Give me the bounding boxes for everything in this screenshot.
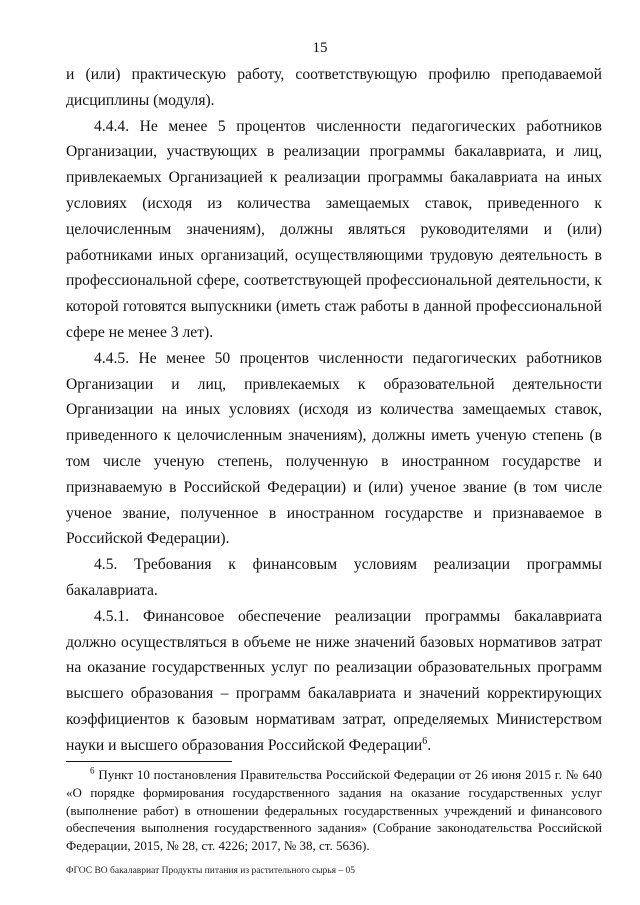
page-footer: ФГОС ВО бакалавриат Продукты питания из растительного сырья – 05 (66, 866, 355, 876)
footnote-reference: 6 (422, 735, 428, 747)
paragraph-continuation: и (или) практическую работу, соответствующую профилю преподаваемой дисциплины (модуля). (66, 66, 602, 109)
footnote-marker: 6 (90, 765, 95, 776)
paragraph-4-4-5: 4.4.5. Не менее 50 процентов численности педагогических работников Организации и лиц, привлекаемых к образовательной деятельности Организации на иных условиях (исходя из количества замещаемых ставок, приведенного к целочисленным значениям), должны иметь ученую степень (в том числе ученую степень, полученную в иностранном государстве и признаваемую в Российской Федерации) и (или) ученое звание (в том числе ученое звание, полученное в иностранном государстве и признаваемое в Российской Федерации). (66, 349, 602, 548)
paragraph-4-4-4: 4.4.4. Не менее 5 процентов численности педагогических работников Организации, участвующих в реализации программы бакалавриата, и лиц, привлекаемых Организацией к реализации программы бакалавриата на иных условиях (исходя из количества замещаемых ставок, приведенного к целочисленным значениям), должны являться руководителями и (или) работниками иных организаций, осуществляющими трудовую деятельность в профессиональной сфере, соответствующей профессиональной деятельности, к которой готовятся выпускники (иметь стаж работы в данной профессиональной сфере не менее 3 лет). (66, 117, 602, 341)
footnote (66, 766, 602, 855)
page-number: 15 (312, 40, 328, 56)
footnote-divider (66, 761, 232, 762)
paragraph-4-5-1-text: 4.5.1. Финансовое обеспечение реализации программы бакалавриата должно осуществляться в объеме не ниже значений базовых нормативов затрат на оказание государственных услуг по реализации образовательных программ высшего образования – программ бакалавриата и значений корректирующих коэффициентов к базовым нормативам затрат, определяемых Министерством науки и высшего образования Российской Федерации (66, 607, 602, 754)
paragraph-4-5-1: 4.5.1. Финансовое обеспечение реализации программы бакалавриата должно осуществляться в объеме не ниже значений базовых нормативов затрат на оказание государственных услуг по реализации образовательных программ высшего образования – программ бакалавриата и значений корректирующих коэффициентов к базовым нормативам затрат, определяемых Министерством науки и высшего образования Российской Федерации$^6$. (66, 607, 602, 754)
document-body (66, 62, 602, 759)
paragraph-4-5: 4.5. Требования к финансовым условиям реализации программы бакалавриата. (66, 556, 602, 599)
footnote-text: Пункт 10 постановления Правительства Российской Федерации от 26 июня 2015 г. № 640 «О порядке формирования государственного задания на оказание государственных услуг (выполнение работ) в отношении федеральных государственных учреждений и финансового обеспечения выполнения государственного задания» (Собрание законодательства Российской Федерации, 2015, № 28, ст. 4226; 2017, № 38, ст. 5636). (66, 767, 603, 854)
